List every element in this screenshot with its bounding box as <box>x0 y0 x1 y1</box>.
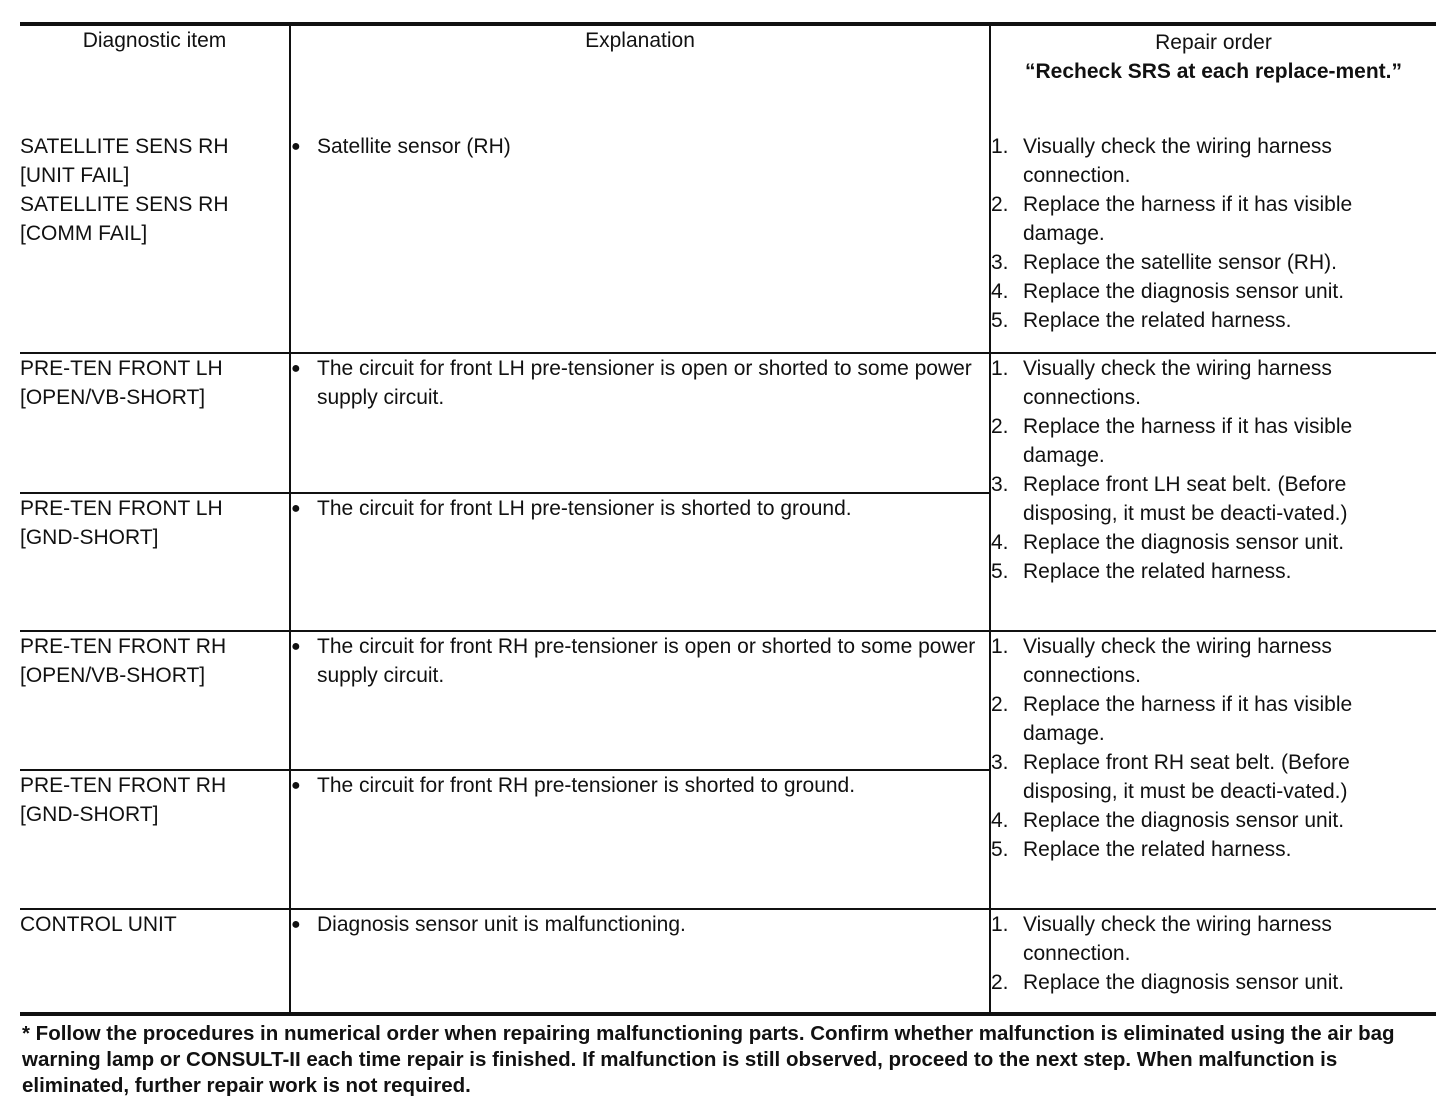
repair-order-cell <box>990 132 1436 353</box>
step-text: Visually check the wiring harness connection. <box>1023 913 1332 965</box>
explanation-cell <box>290 132 990 353</box>
bullet-icon: ● <box>291 138 301 155</box>
step-number: 5. <box>991 309 1009 332</box>
step-text: Replace front LH seat belt. (Before disposing, it must be deacti-vated.) <box>1023 473 1348 525</box>
repair-step <box>991 632 1436 690</box>
diagnostic-item-cell <box>20 353 290 493</box>
step-number: 2. <box>991 693 1009 716</box>
diagnostic-item-line: [GND-SHORT] <box>20 526 159 549</box>
diagnostic-item-line: [GND-SHORT] <box>20 803 159 826</box>
step-number: 5. <box>991 560 1009 583</box>
diagnostic-item-line: [UNIT FAIL] <box>20 164 130 187</box>
explanation-text: Diagnosis sensor unit is malfunctioning. <box>317 913 686 936</box>
repair-step <box>991 354 1436 412</box>
step-number: 3. <box>991 251 1009 274</box>
step-text: Replace the harness if it has visible damage. <box>1023 693 1353 745</box>
diagnostic-item-line: PRE-TEN FRONT LH <box>20 357 223 380</box>
bullet-icon: ● <box>291 500 301 517</box>
header-explanation: Explanation <box>290 24 990 132</box>
explanation-cell <box>290 770 990 909</box>
repair-step <box>991 806 1436 835</box>
explanation-cell <box>290 353 990 493</box>
bullet-icon: ● <box>291 916 301 933</box>
repair-step <box>991 748 1436 806</box>
step-text: Replace the diagnosis sensor unit. <box>1023 531 1345 554</box>
repair-order-cell <box>990 631 1436 909</box>
header-diagnostic-item: Diagnostic item <box>20 24 290 132</box>
repair-order-cell <box>990 353 1436 631</box>
repair-step <box>991 690 1436 748</box>
table-header-row <box>20 24 1436 132</box>
table-row <box>20 132 1436 353</box>
step-number: 3. <box>991 751 1009 774</box>
step-number: 2. <box>991 193 1009 216</box>
diagnostic-item-cell <box>20 770 290 909</box>
bullet-icon: ● <box>291 638 301 655</box>
step-number: 4. <box>991 809 1009 832</box>
step-text: Visually check the wiring harness connections. <box>1023 635 1332 687</box>
explanation-text: The circuit for front RH pre-tensioner is open or shorted to some power supply circuit. <box>317 635 976 687</box>
step-number: 1. <box>991 135 1009 158</box>
step-number: 1. <box>991 357 1009 380</box>
step-text: Replace the satellite sensor (RH). <box>1023 251 1337 274</box>
repair-step <box>991 910 1436 968</box>
repair-step <box>991 277 1436 306</box>
bullet-icon: ● <box>291 777 301 794</box>
header-repair-order <box>990 24 1436 132</box>
repair-step <box>991 470 1436 528</box>
repair-step <box>991 132 1436 190</box>
header-repair-order-title: Repair order <box>1155 31 1272 54</box>
diagnostic-item-line: SATELLITE SENS RH <box>20 135 229 158</box>
header-repair-order-note: “Recheck SRS at each replace-ment.” <box>1025 60 1402 83</box>
explanation-text: Satellite sensor (RH) <box>317 135 511 158</box>
diagnostic-item-line: PRE-TEN FRONT LH <box>20 497 223 520</box>
diagnostic-item-line: [OPEN/VB-SHORT] <box>20 386 206 409</box>
repair-step <box>991 248 1436 277</box>
table-row <box>20 353 1436 493</box>
step-text: Replace the diagnosis sensor unit. <box>1023 280 1345 303</box>
step-text: Replace the related harness. <box>1023 309 1292 332</box>
diagnostic-item-cell <box>20 909 290 1014</box>
step-text: Replace the harness if it has visible damage. <box>1023 415 1353 467</box>
step-text: Replace the harness if it has visible damage. <box>1023 193 1353 245</box>
step-text: Replace the diagnosis sensor unit. <box>1023 971 1345 994</box>
explanation-cell <box>290 493 990 631</box>
diagnostic-item-cell <box>20 493 290 631</box>
table-row <box>20 631 1436 770</box>
explanation-text: The circuit for front LH pre-tensioner is shorted to ground. <box>317 497 852 520</box>
step-text: Replace the related harness. <box>1023 560 1292 583</box>
repair-step <box>991 190 1436 248</box>
table-row <box>20 909 1436 1014</box>
repair-step <box>991 968 1436 997</box>
repair-step <box>991 306 1436 335</box>
diagnostic-item-cell <box>20 132 290 353</box>
diagnostic-item-line: SATELLITE SENS RH <box>20 193 229 216</box>
step-text: Visually check the wiring harness connection. <box>1023 135 1332 187</box>
diagnostic-item-line: PRE-TEN FRONT RH <box>20 635 227 658</box>
explanation-cell <box>290 909 990 1014</box>
explanation-text: The circuit for front RH pre-tensioner is shorted to ground. <box>317 774 856 797</box>
step-text: Replace the related harness. <box>1023 838 1292 861</box>
footnote: * Follow the procedures in numerical order when repairing malfunctioning parts. Confirm whether malfunction is eliminated using the air bag warning lamp or CONSULT-II each time repair is finished. If malfunction is still observed, proceed to the next step. When malfunction is eliminated, further repair work is not required. <box>22 1022 1395 1097</box>
step-number: 3. <box>991 473 1009 496</box>
diagnostic-table <box>20 22 1436 1016</box>
bullet-icon: ● <box>291 360 301 377</box>
repair-step <box>991 557 1436 586</box>
step-number: 4. <box>991 531 1009 554</box>
step-text: Replace front RH seat belt. (Before disposing, it must be deacti-vated.) <box>1023 751 1350 803</box>
repair-step <box>991 835 1436 864</box>
step-text: Replace the diagnosis sensor unit. <box>1023 809 1345 832</box>
explanation-cell <box>290 631 990 770</box>
step-number: 5. <box>991 838 1009 861</box>
diagnostic-item-cell <box>20 631 290 770</box>
diagnostic-item-line: CONTROL UNIT <box>20 913 177 936</box>
repair-step <box>991 528 1436 557</box>
repair-order-cell <box>990 909 1436 1014</box>
step-number: 1. <box>991 913 1009 936</box>
repair-step <box>991 412 1436 470</box>
explanation-text: The circuit for front LH pre-tensioner is open or shorted to some power supply circuit. <box>317 357 972 409</box>
diagnostic-item-line: PRE-TEN FRONT RH <box>20 774 227 797</box>
step-number: 1. <box>991 635 1009 658</box>
diagnostic-item-line: [OPEN/VB-SHORT] <box>20 664 206 687</box>
diagnostic-item-line: [COMM FAIL] <box>20 222 148 245</box>
step-number: 2. <box>991 971 1009 994</box>
step-text: Visually check the wiring harness connections. <box>1023 357 1332 409</box>
step-number: 2. <box>991 415 1009 438</box>
step-number: 4. <box>991 280 1009 303</box>
